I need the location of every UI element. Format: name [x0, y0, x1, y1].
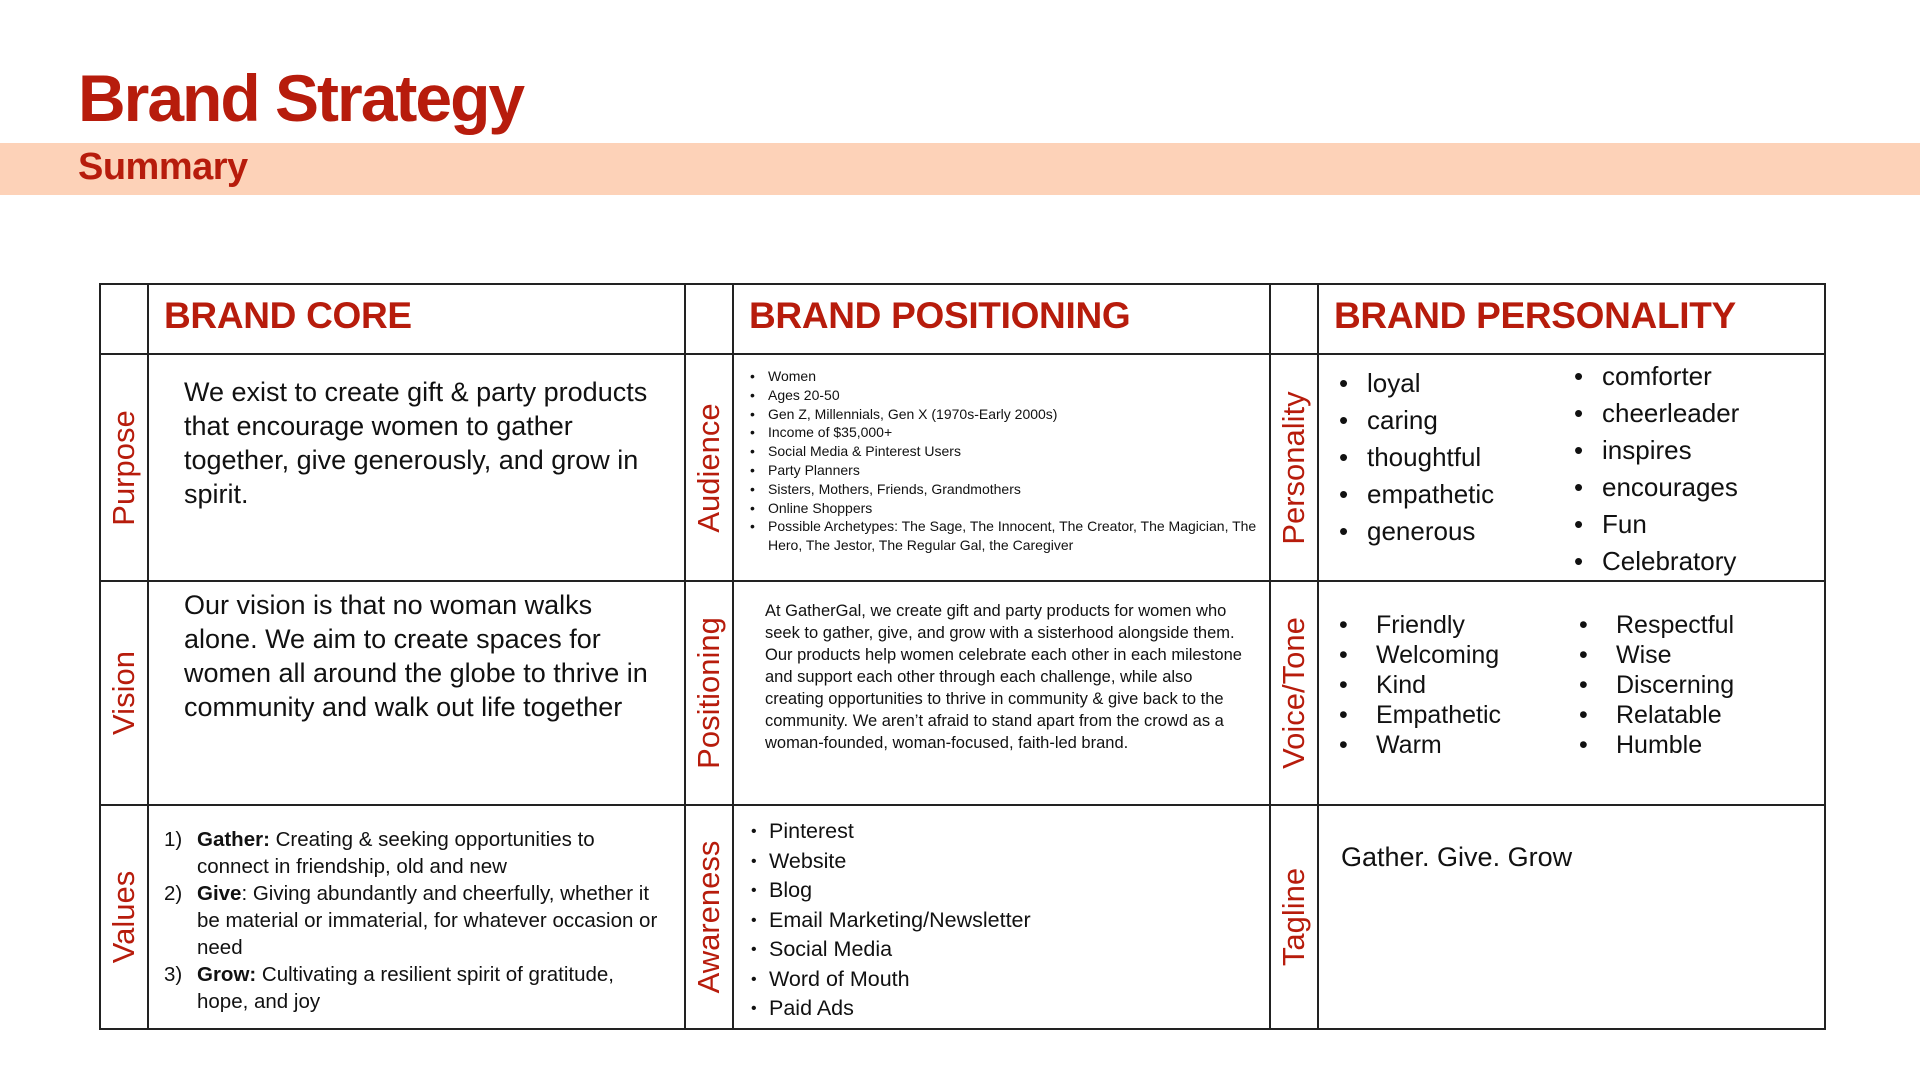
purpose-text: We exist to create gift & party products that encourage women to gather together, give generously, and grow in spirit. [184, 377, 648, 509]
brand-core-heading: BRAND CORE [164, 295, 412, 336]
list-item: • generous [1339, 513, 1574, 550]
list-item [164, 961, 669, 1015]
list-item: • Women [768, 367, 1259, 386]
purpose-cell [148, 354, 685, 581]
personality-list-2 [1574, 355, 1739, 580]
audience-label-cell [685, 354, 733, 581]
table-row [100, 354, 1825, 581]
positioning-label: Positioning [691, 617, 726, 769]
list-item: • comforter [1574, 358, 1739, 395]
personality-columns [1319, 355, 1824, 580]
vision-label: Vision [106, 651, 141, 735]
list-item: • inspires [1574, 432, 1739, 469]
list-item: • Friendly [1339, 610, 1579, 640]
personality-label: Personality [1276, 390, 1311, 545]
list-item: • Word of Mouth [769, 965, 1259, 995]
spacer-cell [1270, 284, 1318, 354]
item-body [197, 880, 669, 961]
list-item: • Social Media & Pinterest Users [768, 442, 1259, 461]
brand-positioning-heading: BRAND POSITIONING [749, 295, 1131, 336]
brand-core-header [148, 284, 685, 354]
item-number: 3) [164, 963, 183, 986]
list-item: • Pinterest [769, 817, 1259, 847]
list-item: • Online Shoppers [768, 499, 1259, 518]
voice-list-2 [1579, 610, 1734, 760]
values-list [149, 806, 684, 1015]
page-subtitle: Summary [78, 146, 248, 188]
list-item: • Kind [1339, 670, 1579, 700]
item-text: : Giving abundantly and cheerfully, whether it be material or immaterial, for whatever occasion or need [197, 882, 658, 959]
spacer-cell [685, 284, 733, 354]
brand-positioning-header [733, 284, 1270, 354]
table-row [100, 805, 1825, 1029]
list-item: • Relatable [1579, 700, 1734, 730]
list-item: • Possible Archetypes: The Sage, The Innocent, The Creator, The Magician, The Hero, The Jestor, The Regular Gal, the Caregiver [768, 517, 1259, 555]
list-item: • Fun [1574, 506, 1739, 543]
tagline-text: Gather. Give. Grow [1341, 842, 1573, 872]
item-number: 2) [164, 882, 183, 905]
voice-list-1 [1319, 610, 1579, 760]
list-item: • Paid Ads [769, 994, 1259, 1024]
item-text: Cultivating a resilient spirit of gratitude, hope, and joy [197, 963, 614, 1013]
purpose-label: Purpose [106, 409, 141, 526]
audience-list [734, 355, 1269, 555]
item-body [197, 826, 669, 880]
positioning-label-cell [685, 581, 733, 805]
values-cell [148, 805, 685, 1029]
list-item: • Empathetic [1339, 700, 1579, 730]
tagline-label: Tagline [1276, 867, 1311, 967]
brand-personality-heading: BRAND PERSONALITY [1334, 295, 1736, 336]
item-number: 1) [164, 828, 183, 851]
audience-label: Audience [691, 402, 726, 533]
list-item: • Ages 20-50 [768, 386, 1259, 405]
tagline-cell [1318, 805, 1825, 1029]
list-item: • Party Planners [768, 461, 1259, 480]
subtitle-band [0, 143, 1920, 195]
list-item [164, 880, 669, 961]
list-item: • Respectful [1579, 610, 1734, 640]
vision-label-cell [100, 581, 148, 805]
page-title: Brand Strategy [78, 61, 524, 135]
personality-label-cell [1270, 354, 1318, 581]
list-item: • Sisters, Mothers, Friends, Grandmothers [768, 480, 1259, 499]
voice-cell [1318, 581, 1825, 805]
personality-list-1 [1319, 355, 1574, 580]
brand-personality-header [1318, 284, 1825, 354]
list-item: • encourages [1574, 469, 1739, 506]
item-body [197, 961, 669, 1015]
values-label-cell [100, 805, 148, 1029]
header-row [100, 284, 1825, 354]
list-item: • caring [1339, 402, 1574, 439]
list-item: • Celebratory [1574, 543, 1739, 580]
tagline-label-cell [1270, 805, 1318, 1029]
positioning-text: At GatherGal, we create gift and party products for women who seek to gather, give, and grow with a sisterhood alongside them. Our products help women celebrate each other in each milestone and support each other through each challenge, while also creating opportunities to thrive in community & give back to the community. We aren’t afraid to stand apart from the crowd as a woman-founded, woman-focused, faith-led brand. [765, 602, 1242, 752]
item-term: Gather: [197, 828, 270, 851]
awareness-list [734, 806, 1269, 1024]
personality-cell [1318, 354, 1825, 581]
audience-cell [733, 354, 1270, 581]
list-item: • Income of $35,000+ [768, 423, 1259, 442]
purpose-label-cell [100, 354, 148, 581]
list-item: • cheerleader [1574, 395, 1739, 432]
list-item: • Email Marketing/Newsletter [769, 906, 1259, 936]
values-label: Values [106, 870, 141, 964]
awareness-cell [733, 805, 1270, 1029]
list-item: • loyal [1339, 365, 1574, 402]
item-term: Grow: [197, 963, 257, 986]
list-item: • Welcoming [1339, 640, 1579, 670]
vision-text: Our vision is that no woman walks alone. We aim to create spaces for women all around the globe to thrive in community and walk out life together [184, 590, 648, 722]
list-item: • Discerning [1579, 670, 1734, 700]
list-item: • empathetic [1339, 476, 1574, 513]
awareness-label-cell [685, 805, 733, 1029]
brand-strategy-table [99, 283, 1826, 1030]
awareness-label: Awareness [691, 840, 726, 994]
list-item [164, 826, 669, 880]
list-item: • Wise [1579, 640, 1734, 670]
list-item: • Humble [1579, 730, 1734, 760]
list-item: • Website [769, 847, 1259, 877]
table-row [100, 581, 1825, 805]
list-item: • Gen Z, Millennials, Gen X (1970s-Early 2000s) [768, 405, 1259, 424]
voice-columns [1319, 582, 1824, 760]
positioning-cell [733, 581, 1270, 805]
voice-label-cell [1270, 581, 1318, 805]
item-term: Give [197, 882, 242, 905]
corner-cell [100, 284, 148, 354]
list-item: • Warm [1339, 730, 1579, 760]
item-text: Creating & seeking opportunities to connect in friendship, old and new [197, 828, 595, 878]
list-item: • Social Media [769, 935, 1259, 965]
voice-tone-label: Voice/Tone [1276, 617, 1311, 769]
list-item: • Blog [769, 876, 1259, 906]
list-item: • thoughtful [1339, 439, 1574, 476]
vision-cell [148, 581, 685, 805]
